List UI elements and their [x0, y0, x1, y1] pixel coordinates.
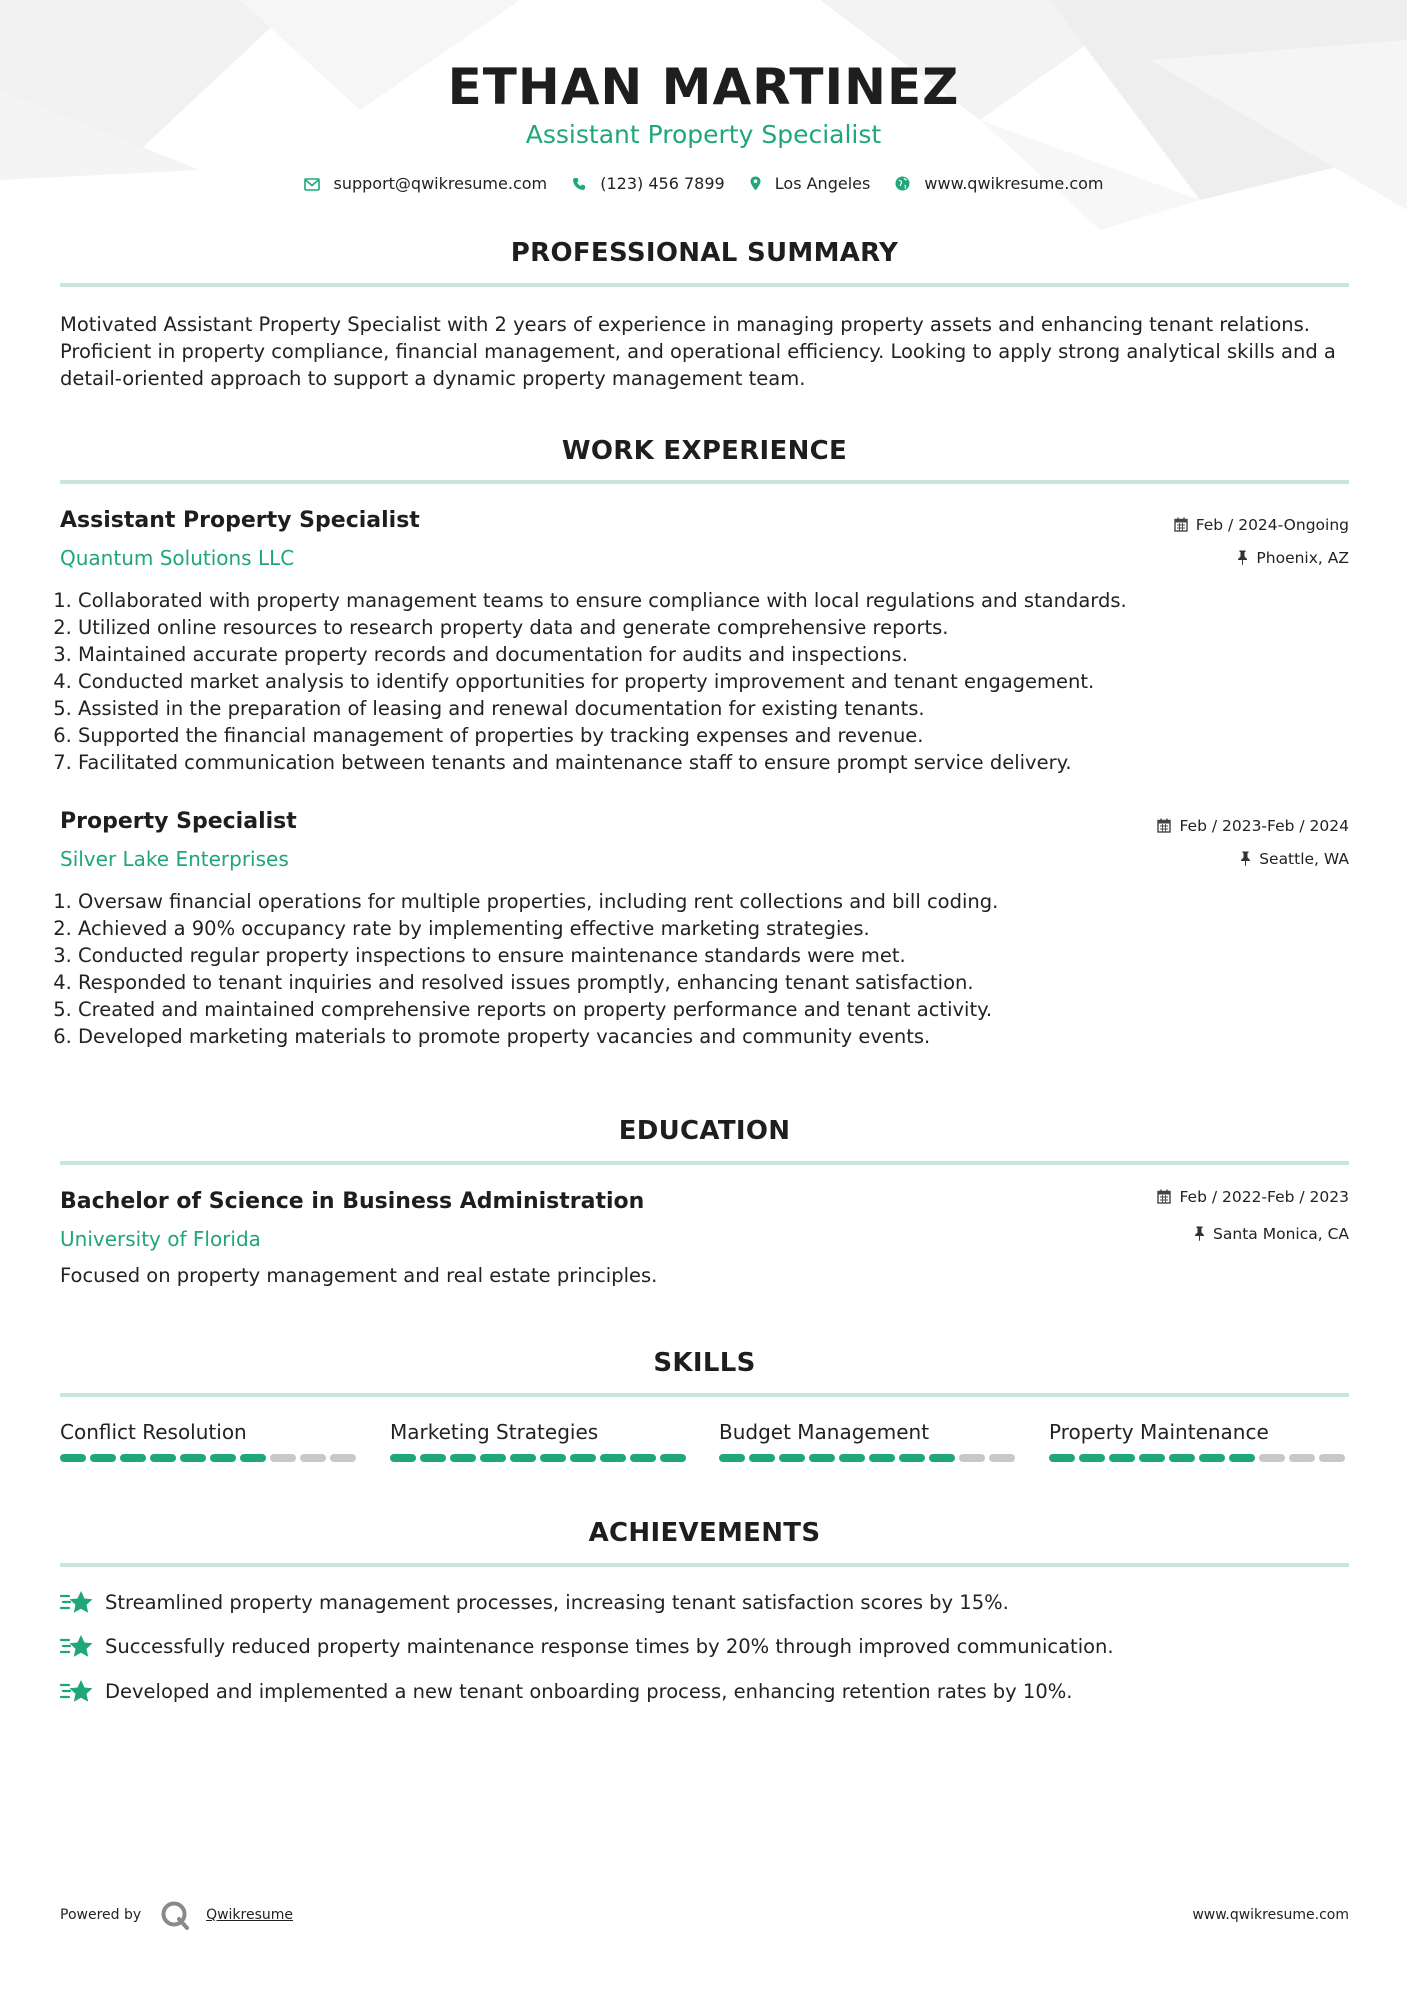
skill-segment-empty	[959, 1454, 985, 1462]
education-dates-text: Feb / 2022-Feb / 2023	[1179, 1188, 1349, 1206]
skill-segment-filled	[630, 1454, 656, 1462]
skill-segment-filled	[779, 1454, 805, 1462]
skills-divider	[60, 1393, 1349, 1397]
achievement-text: Successfully reduced property maintenance response times by 20% through improved communication.	[105, 1635, 1114, 1658]
candidate-name: ETHAN MARTINEZ	[447, 58, 960, 116]
star-icon	[60, 1678, 94, 1708]
achievement-text: Developed and implemented a new tenant onboarding process, enhancing retention rates by 10%.	[105, 1680, 1073, 1703]
skill-level-bar	[390, 1454, 690, 1462]
duty-item: 5. Assisted in the preparation of leasing and renewal documentation for existing tenants.	[78, 695, 1378, 722]
skill-segment-filled	[150, 1454, 176, 1462]
pushpin-icon	[1240, 851, 1251, 866]
skill-segment-filled	[719, 1454, 745, 1462]
achievements-heading: ACHIEVEMENTS	[588, 1518, 821, 1548]
duty-item: 6. Developed marketing materials to promote property vacancies and community events.	[78, 1023, 1378, 1050]
education-description: Focused on property management and real estate principles.	[60, 1264, 658, 1287]
skill-segment-filled	[809, 1454, 835, 1462]
skill-segment-filled	[570, 1454, 596, 1462]
skill-item	[1049, 1420, 1349, 1462]
job-dates-text: Feb / 2023-Feb / 2024	[1179, 817, 1349, 835]
job-location-text: Phoenix, AZ	[1256, 549, 1349, 567]
skill-segment-filled	[450, 1454, 476, 1462]
skill-segment-empty	[1259, 1454, 1285, 1462]
job-title: Assistant Property Specialist	[60, 508, 420, 533]
candidate-role: Assistant Property Specialist	[525, 120, 882, 149]
summary-divider	[60, 283, 1349, 287]
calendar-icon	[1157, 818, 1171, 833]
footer-powered-by	[60, 1900, 293, 1930]
skill-segment-filled	[120, 1454, 146, 1462]
achievement-item	[60, 1678, 1349, 1708]
summary-text: Motivated Assistant Property Specialist with 2 years of experience in managing property assets and enhancing tenant relations. Proficient in property compliance, financial management, and operational efficiency. Looking to apply strong analytical skills and a detail-oriented approach to support a dynamic property management team.	[60, 313, 1336, 390]
skill-segment-empty	[989, 1454, 1015, 1462]
duty-item: 3. Maintained accurate property records and documentation for audits and inspections.	[78, 641, 1378, 668]
job-location	[1237, 549, 1349, 567]
skill-segment-filled	[1139, 1454, 1165, 1462]
education-location-text: Santa Monica, CA	[1213, 1225, 1349, 1243]
job-dates	[1157, 817, 1349, 835]
duty-item: 7. Facilitated communication between tenants and maintenance staff to ensure prompt service delivery.	[78, 749, 1378, 776]
education-divider	[60, 1161, 1349, 1165]
star-icon	[60, 1589, 94, 1619]
contact-website[interactable]	[895, 174, 1103, 193]
skill-segment-filled	[749, 1454, 775, 1462]
skill-segment-filled	[1199, 1454, 1225, 1462]
skill-level-bar	[719, 1454, 1019, 1462]
contact-location	[750, 174, 871, 193]
contact-location-text: Los Angeles	[774, 174, 871, 193]
pushpin-icon	[1194, 1226, 1205, 1241]
duty-item: 1. Oversaw financial operations for multiple properties, including rent collections and bill coding.	[78, 888, 1378, 915]
skill-segment-filled	[1049, 1454, 1075, 1462]
footer-website[interactable]: www.qwikresume.com	[1192, 1907, 1349, 1923]
skill-segment-filled	[1169, 1454, 1195, 1462]
job-duties-list	[56, 587, 1378, 776]
job-dates	[1174, 516, 1349, 534]
job-company: Quantum Solutions LLC	[60, 546, 295, 570]
skill-segment-filled	[90, 1454, 116, 1462]
experience-heading: WORK EXPERIENCE	[561, 436, 848, 466]
skill-item	[719, 1420, 1019, 1462]
duty-item: 6. Supported the financial management of properties by tracking expenses and revenue.	[78, 722, 1378, 749]
skill-segment-filled	[929, 1454, 955, 1462]
qwikresume-logo-icon	[160, 1900, 190, 1930]
contact-phone-text: (123) 456 7899	[600, 174, 725, 193]
skill-label: Budget Management	[719, 1420, 930, 1444]
pushpin-icon	[1237, 550, 1248, 565]
map-pin-icon	[750, 176, 761, 191]
skill-segment-empty	[270, 1454, 296, 1462]
calendar-icon	[1174, 517, 1188, 532]
skill-segment-filled	[510, 1454, 536, 1462]
skill-segment-filled	[1109, 1454, 1135, 1462]
qwikresume-link[interactable]: Qwikresume	[206, 1907, 294, 1923]
duty-item: 2. Utilized online resources to research property data and generate comprehensive reports.	[78, 614, 1378, 641]
skill-segment-filled	[180, 1454, 206, 1462]
job-company: Silver Lake Enterprises	[60, 847, 289, 871]
skill-segment-filled	[420, 1454, 446, 1462]
skill-segment-filled	[899, 1454, 925, 1462]
skill-segment-filled	[210, 1454, 236, 1462]
school-name: University of Florida	[60, 1227, 261, 1251]
calendar-icon	[1157, 1189, 1171, 1204]
envelope-icon	[304, 178, 320, 191]
phone-icon	[572, 177, 586, 191]
skill-level-bar	[1049, 1454, 1349, 1462]
skill-segment-empty	[1319, 1454, 1345, 1462]
summary-heading: PROFESSIONAL SUMMARY	[510, 238, 899, 268]
contact-email[interactable]	[304, 174, 548, 193]
duty-item: 5. Created and maintained comprehensive reports on property performance and tenant activity.	[78, 996, 1378, 1023]
duty-item: 4. Responded to tenant inquiries and resolved issues promptly, enhancing tenant satisfaction.	[78, 969, 1378, 996]
skill-segment-filled	[1079, 1454, 1105, 1462]
duty-item: 4. Conducted market analysis to identify opportunities for property improvement and tenant engagement.	[78, 668, 1378, 695]
skill-segment-empty	[1289, 1454, 1315, 1462]
skill-item	[390, 1420, 690, 1462]
contact-phone[interactable]	[572, 174, 724, 193]
skill-segment-filled	[660, 1454, 686, 1462]
star-icon	[60, 1633, 94, 1663]
skill-segment-empty	[330, 1454, 356, 1462]
skill-item	[60, 1420, 360, 1462]
job-title: Property Specialist	[60, 809, 297, 834]
education-heading: EDUCATION	[618, 1116, 791, 1146]
skill-segment-filled	[240, 1454, 266, 1462]
duty-item: 3. Conducted regular property inspections to ensure maintenance standards were met.	[78, 942, 1378, 969]
skill-segment-filled	[390, 1454, 416, 1462]
achievement-item	[60, 1589, 1349, 1619]
skills-heading: SKILLS	[653, 1348, 756, 1378]
skill-label: Conflict Resolution	[60, 1420, 247, 1444]
skill-segment-filled	[869, 1454, 895, 1462]
degree-title: Bachelor of Science in Business Administration	[60, 1189, 645, 1214]
skill-segment-filled	[1229, 1454, 1255, 1462]
job-dates-text: Feb / 2024-Ongoing	[1195, 516, 1349, 534]
skill-label: Marketing Strategies	[390, 1420, 599, 1444]
skill-label: Property Maintenance	[1049, 1420, 1269, 1444]
skill-segment-filled	[540, 1454, 566, 1462]
experience-divider	[60, 480, 1349, 484]
achievement-item	[60, 1633, 1349, 1663]
skill-segment-filled	[600, 1454, 626, 1462]
job-duties-list	[56, 888, 1378, 1050]
globe-icon	[895, 176, 910, 191]
duty-item: 1. Collaborated with property management teams to ensure compliance with local regulations and standards.	[78, 587, 1378, 614]
education-location	[1194, 1225, 1349, 1243]
education-dates	[1157, 1188, 1349, 1206]
contact-bar	[0, 174, 1407, 193]
skill-segment-empty	[300, 1454, 326, 1462]
skill-segment-filled	[60, 1454, 86, 1462]
skill-segment-filled	[839, 1454, 865, 1462]
skill-segment-filled	[480, 1454, 506, 1462]
job-location-text: Seattle, WA	[1259, 850, 1349, 868]
job-location	[1240, 850, 1349, 868]
achievements-divider	[60, 1563, 1349, 1567]
contact-website-text: www.qwikresume.com	[924, 174, 1104, 193]
achievement-text: Streamlined property management processes, increasing tenant satisfaction scores by 15%.	[105, 1591, 1009, 1614]
contact-email-text: support@qwikresume.com	[333, 174, 548, 193]
duty-item: 2. Achieved a 90% occupancy rate by implementing effective marketing strategies.	[78, 915, 1378, 942]
powered-by-label: Powered by	[60, 1907, 142, 1923]
skill-level-bar	[60, 1454, 360, 1462]
